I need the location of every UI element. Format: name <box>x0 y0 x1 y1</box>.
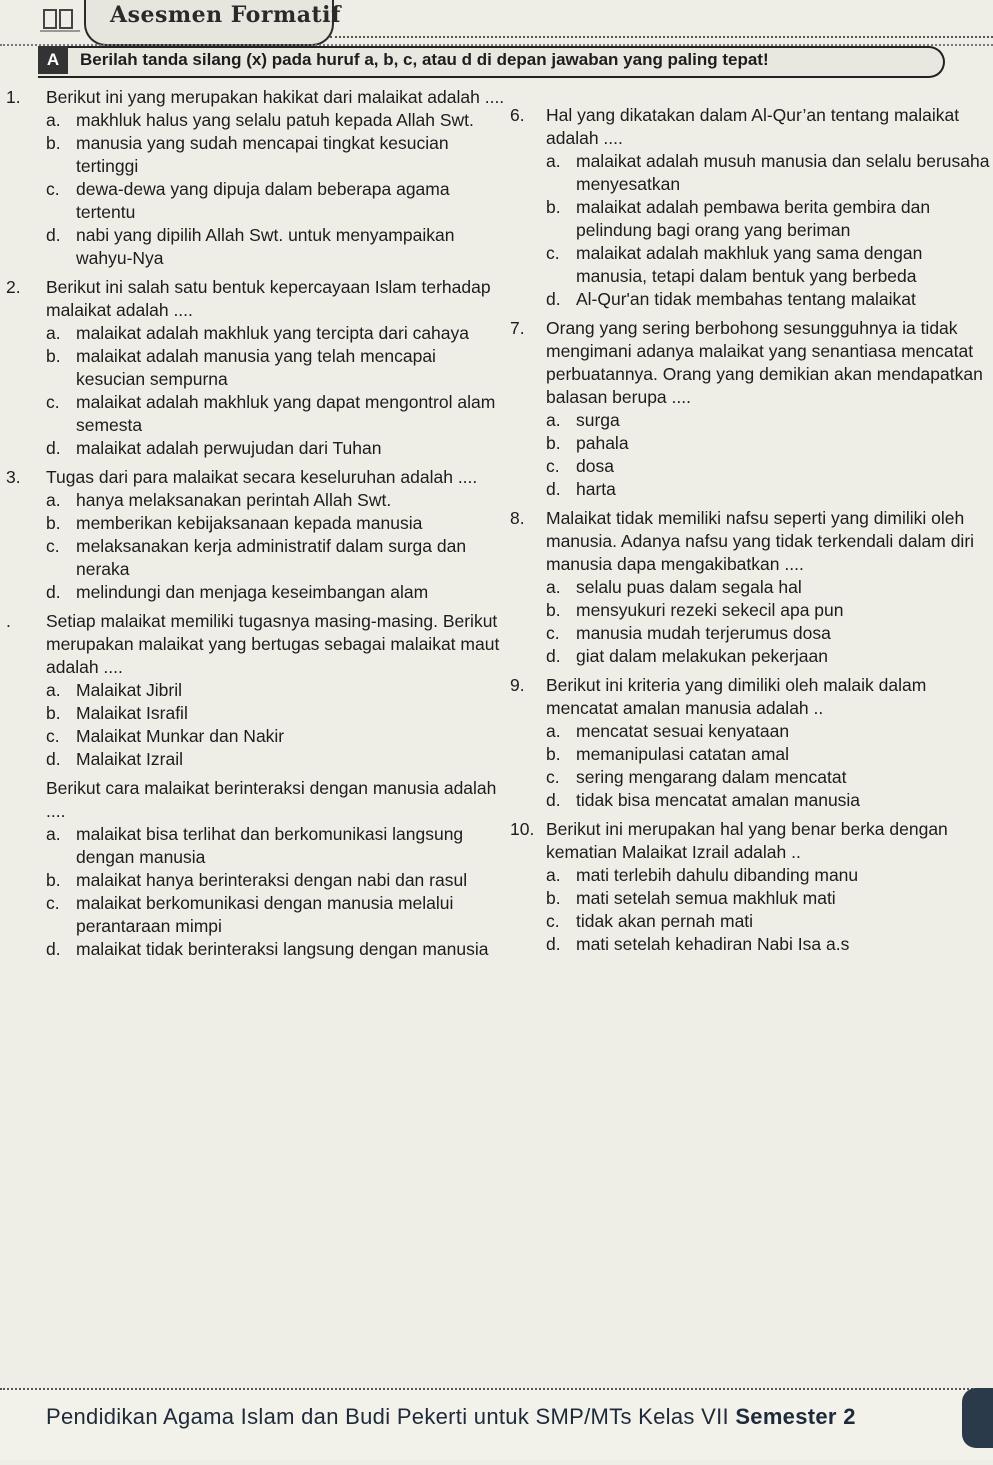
answer-option[interactable] <box>546 910 993 933</box>
option-letter: d. <box>46 582 61 602</box>
answer-option[interactable] <box>46 702 506 725</box>
section-letter: A <box>38 46 68 74</box>
option-text: surga <box>576 410 620 430</box>
option-letter: b. <box>546 600 561 620</box>
answer-option[interactable] <box>546 789 993 812</box>
option-text: malaikat tidak berinteraksi langsung dengan manusia <box>76 939 489 959</box>
question <box>6 276 506 460</box>
option-text: malaikat adalah pembawa berita gembira dan pelindung bagi orang yang beriman <box>576 197 931 240</box>
question-text: Berikut cara malaikat berinteraksi dengan manusia adalah .... <box>46 778 497 821</box>
question-number: . <box>6 611 11 631</box>
answer-option[interactable] <box>546 864 993 887</box>
question-text: Malaikat tidak memiliki nafsu seperti yang dimiliki oleh manusia. Adanya nafsu yang tidak terkendali dalam diri manusia dapa mengakibatkan .... <box>546 508 975 574</box>
answer-option[interactable] <box>46 132 506 178</box>
answer-option[interactable] <box>546 409 993 432</box>
option-text: mensyukuri rezeki sekecil apa pun <box>576 600 844 620</box>
option-text: melaksanakan kerja administratif dalam surga dan neraka <box>76 536 467 579</box>
answer-option[interactable] <box>46 322 506 345</box>
question <box>6 466 506 604</box>
question-text: Berikut ini salah satu bentuk kepercayaan Islam terhadap malaikat adalah .... <box>46 277 491 320</box>
option-letter: a. <box>46 490 61 510</box>
question-number: 9. <box>510 675 525 695</box>
option-letter: a. <box>46 680 61 700</box>
answer-option[interactable] <box>546 743 993 766</box>
question-text: Setiap malaikat memiliki tugasnya masing-masing. Berikut merupakan malaikat yang bertugas sebagai malaikat maut adalah .... <box>46 611 500 677</box>
question <box>510 818 993 956</box>
option-text: nabi yang dipilih Allah Swt. untuk menyampaikan wahyu-Nya <box>76 225 455 268</box>
option-text: makhluk halus yang selalu patuh kepada Allah Swt. <box>76 110 474 130</box>
option-letter: d. <box>546 646 561 666</box>
option-letter: a. <box>46 323 61 343</box>
option-letter: c. <box>46 726 60 746</box>
question-number: 3. <box>6 467 21 487</box>
option-letter: a. <box>546 577 561 597</box>
answer-option[interactable] <box>546 242 993 288</box>
option-letter: d. <box>546 479 561 499</box>
option-letter: c. <box>546 911 560 931</box>
option-text: memanipulasi catatan amal <box>576 744 790 764</box>
question-text: Tugas dari para malaikat secara keseluruhan adalah .... <box>46 467 478 487</box>
option-text: manusia yang sudah mencapai tingkat kesucian tertinggi <box>76 133 449 176</box>
question-number: 8. <box>510 508 525 528</box>
answer-option[interactable] <box>46 535 506 581</box>
option-text: selalu puas dalam segala hal <box>576 577 802 597</box>
question <box>6 86 506 270</box>
answer-option[interactable] <box>546 150 993 196</box>
answer-option[interactable] <box>46 489 506 512</box>
answer-option[interactable] <box>46 892 506 938</box>
option-letter: d. <box>46 939 61 959</box>
right-question-column <box>510 104 993 960</box>
option-text: harta <box>576 479 616 499</box>
answer-option[interactable] <box>546 645 993 668</box>
option-text: Malaikat Izrail <box>76 749 183 769</box>
option-text: malaikat adalah perwujudan dari Tuhan <box>76 438 382 458</box>
answer-option[interactable] <box>46 224 506 270</box>
option-letter: a. <box>46 110 61 130</box>
option-text: melindungi dan menjaga keseimbangan alam <box>76 582 429 602</box>
option-text: malaikat adalah makhluk yang sama dengan manusia, tetapi dalam bentuk yang berbeda <box>576 243 923 286</box>
option-letter: c. <box>46 536 60 556</box>
option-text: mati terlebih dahulu dibanding manu <box>576 865 859 885</box>
footer-subject: Pendidikan Agama Islam dan Budi Pekerti untuk SMP/MTs Kelas VII <box>46 1404 736 1429</box>
option-letter: c. <box>46 392 60 412</box>
option-text: dosa <box>576 456 614 476</box>
question-text: Hal yang dikatakan dalam Al-Qur’an tentang malaikat adalah .... <box>546 105 960 148</box>
option-letter: c. <box>46 179 60 199</box>
question-text: Berikut ini yang merupakan hakikat dari malaikat adalah .... <box>46 87 505 107</box>
answer-option[interactable] <box>46 679 506 702</box>
option-letter: b. <box>46 870 61 890</box>
option-letter: a. <box>546 410 561 430</box>
answer-option[interactable] <box>546 622 993 645</box>
answer-option[interactable] <box>46 178 506 224</box>
question-text: Berikut ini merupakan hal yang benar berka dengan kematian Malaikat Izrail adalah .. <box>546 819 948 862</box>
option-text: pahala <box>576 433 629 453</box>
option-text: Malaikat Munkar dan Nakir <box>76 726 285 746</box>
answer-option[interactable] <box>46 725 506 748</box>
answer-option[interactable] <box>546 196 993 242</box>
answer-option[interactable] <box>546 576 993 599</box>
option-text: sering mengarang dalam mencatat <box>576 767 847 787</box>
question <box>510 317 993 501</box>
option-letter: a. <box>546 865 561 885</box>
footer-semester: Semester 2 <box>735 1404 856 1429</box>
answer-option[interactable] <box>546 432 993 455</box>
option-text: Malaikat Israfil <box>76 703 188 723</box>
answer-option[interactable] <box>46 748 506 771</box>
option-text: dewa-dewa yang dipuja dalam beberapa agama tertentu <box>76 179 450 222</box>
answer-option[interactable] <box>46 391 506 437</box>
pencil-book-icon <box>40 4 80 32</box>
answer-option[interactable] <box>546 599 993 622</box>
option-text: manusia mudah terjerumus dosa <box>576 623 831 643</box>
answer-option[interactable] <box>46 581 506 604</box>
option-letter: c. <box>546 456 560 476</box>
option-text: Malaikat Jibril <box>76 680 182 700</box>
option-letter: b. <box>46 346 61 366</box>
answer-option[interactable] <box>546 887 993 910</box>
option-letter: d. <box>46 438 61 458</box>
question-number: 7. <box>510 318 525 338</box>
page-title: Asesmen Formatif <box>110 2 341 28</box>
answer-option[interactable] <box>546 478 993 501</box>
option-letter: c. <box>546 623 560 643</box>
option-letter: a. <box>46 824 61 844</box>
option-text: malaikat adalah manusia yang telah mencapai kesucian sempurna <box>76 346 436 389</box>
answer-option[interactable] <box>546 288 993 311</box>
option-letter: a. <box>546 151 561 171</box>
option-letter: b. <box>546 197 561 217</box>
question-number: 2. <box>6 277 21 297</box>
question <box>510 507 993 668</box>
option-text: malaikat adalah makhluk yang tercipta dari cahaya <box>76 323 469 343</box>
question <box>6 777 506 961</box>
option-letter: b. <box>546 433 561 453</box>
answer-option[interactable] <box>46 437 506 460</box>
question <box>6 610 506 771</box>
option-text: giat dalam melakukan pekerjaan <box>576 646 828 666</box>
option-letter: b. <box>546 888 561 908</box>
option-letter: b. <box>46 513 61 533</box>
question-text: Berikut ini kriteria yang dimiliki oleh malaik dalam mencatat amalan manusia adalah .. <box>546 675 927 718</box>
question-text: Orang yang sering berbohong sesungguhnya ia tidak mengimani adanya malaikat yang senantiasa mencatat perbuatannya. Orang yang demikian akan mendapatkan balasan berupa .... <box>546 318 983 407</box>
option-text: mati setelah kehadiran Nabi Isa a.s <box>576 934 850 954</box>
instruction-text: Berilah tanda silang (x) pada huruf a, b, c, atau d di depan jawaban yang paling tepat! <box>80 50 769 69</box>
option-letter: d. <box>46 749 61 769</box>
option-letter: c. <box>46 893 60 913</box>
option-text: tidak akan pernah mati <box>576 911 754 931</box>
answer-option[interactable] <box>546 933 993 956</box>
answer-option[interactable] <box>546 455 993 478</box>
footer-corner-tab <box>962 1388 993 1448</box>
option-text: hanya melaksanakan perintah Allah Swt. <box>76 490 392 510</box>
option-text: malaikat berkomunikasi dengan manusia melalui perantaraan mimpi <box>76 893 454 936</box>
footer-text <box>46 1404 856 1430</box>
answer-option[interactable] <box>46 938 506 961</box>
option-letter: d. <box>546 934 561 954</box>
option-text: memberikan kebijaksanaan kepada manusia <box>76 513 423 533</box>
answer-option[interactable] <box>46 109 506 132</box>
option-letter: d. <box>546 289 561 309</box>
answer-option[interactable] <box>546 766 993 789</box>
header-divider <box>330 36 993 38</box>
question-number: 6. <box>510 105 525 125</box>
answer-option[interactable] <box>46 823 506 869</box>
option-letter: b. <box>546 744 561 764</box>
option-letter: d. <box>46 225 61 245</box>
option-text: malaikat adalah makhluk yang dapat mengontrol alam semesta <box>76 392 496 435</box>
option-letter: b. <box>46 703 61 723</box>
question-number: 1. <box>6 87 21 107</box>
option-text: mati setelah semua makhluk mati <box>576 888 836 908</box>
option-text: tidak bisa mencatat amalan manusia <box>576 790 861 810</box>
answer-option[interactable] <box>46 512 506 535</box>
option-text: mencatat sesuai kenyataan <box>576 721 790 741</box>
question <box>510 104 993 311</box>
option-letter: a. <box>546 721 561 741</box>
option-letter: b. <box>46 133 61 153</box>
answer-option[interactable] <box>46 869 506 892</box>
left-question-column <box>6 86 506 965</box>
option-text: malaikat bisa terlihat dan berkomunikasi langsung dengan manusia <box>76 824 464 867</box>
question-number: 10. <box>510 819 535 839</box>
option-text: malaikat hanya berinteraksi dengan nabi dan rasul <box>76 870 468 890</box>
option-letter: d. <box>546 790 561 810</box>
option-letter: c. <box>546 767 560 787</box>
option-text: Al-Qur'an tidak membahas tentang malaikat <box>576 289 916 309</box>
answer-option[interactable] <box>546 720 993 743</box>
option-letter: c. <box>546 243 560 263</box>
answer-option[interactable] <box>46 345 506 391</box>
question <box>510 674 993 812</box>
option-text: malaikat adalah musuh manusia dan selalu berusaha menyesatkan <box>576 151 990 194</box>
